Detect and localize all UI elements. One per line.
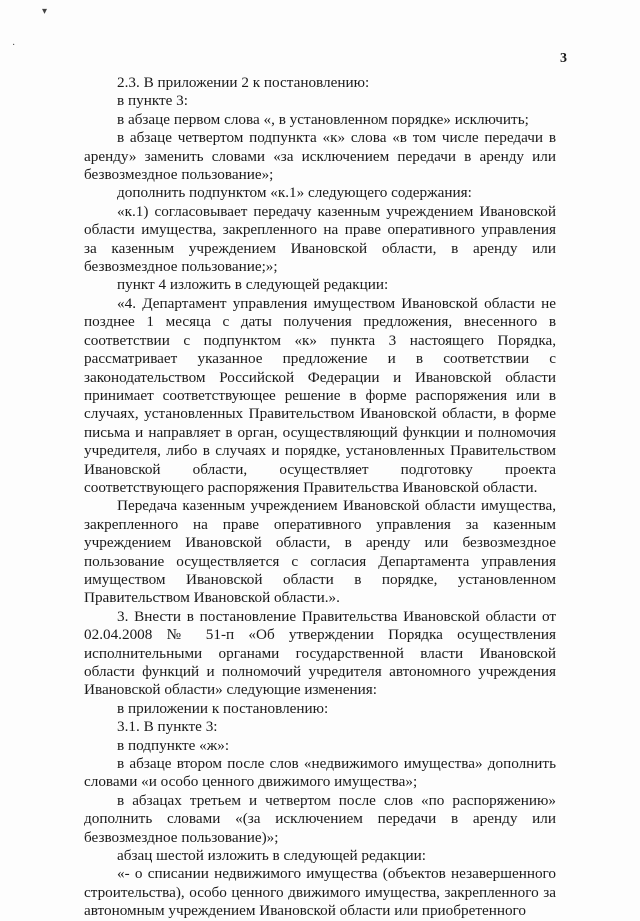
scan-mark: ▾ xyxy=(42,6,48,17)
paragraph: 3. Внести в постановление Правительства Ивановской области от 02.04.2008 № 51-п «Об утверждении Порядка осуществления исполнительными органами государственной власти Ивановской области функций и полномочий учредителя автономного учреждения Ивановской области» следующие изменения: xyxy=(84,607,556,699)
page-number: 3 xyxy=(560,51,567,66)
paragraph: абзац шестой изложить в следующей редакции: xyxy=(117,847,426,865)
paragraph: «4. Департамент управления имуществом Ивановской области не позднее 1 месяца с даты получения предложения, внесенного в соответствии с подпунктом «к» пункта 3 настоящего Порядка, рассматривает указанное предложение и в соответствии с законодательством Российской Федерации и Ивановской области принимает соответствующее решение в форме распоряжения или в случаях, установленных Правительством Ивановской области, в форме письма и направляет в орган, осуществляющий функции и полномочия учредителя, либо в случаях и порядке, установленных Правительством Ивановской области, осуществляет подготовку проекта соответствующего распоряжения Правительства Ивановской области. xyxy=(84,294,556,496)
paragraph: Передача казенным учреждением Ивановской области имущества, закрепленного на праве оперативного управления за казенным учреждением Ивановской области, в аренду или безвозмездное пользование осуществляется с согласия Департамента управления имуществом Ивановской области в порядке, установленном Правительством Ивановской области.». xyxy=(84,497,556,607)
paragraph: 3.1. В пункте 3: xyxy=(117,718,218,736)
paragraph: в пункте 3: xyxy=(117,92,188,110)
paragraph: в абзацах третьем и четвертом после слов «по распоряжению» дополнить словами «(за исключением передачи в аренду или безвозмездное пользование)»; xyxy=(84,791,556,846)
document-body xyxy=(84,74,556,921)
paragraph: в подпункте «ж»: xyxy=(117,736,230,754)
paragraph: «к.1) согласовывает передачу казенным учреждением Ивановской области имущества, закрепленного на праве оперативного управления за казенным учреждением Ивановской области, в аренду или безвозмездное пользование;»; xyxy=(84,202,556,276)
scan-mark: · xyxy=(12,40,16,51)
paragraph: в абзаце четвертом подпункта «к» слова «в том числе передачи в аренду» заменить словами «за исключением передачи в аренду или безвозмездное пользование»; xyxy=(84,129,556,184)
paragraph: «- о списании недвижимого имущества (объектов незавершенного строительства), особо ценного движимого имущества, закрепленного за автономным учреждением Ивановской области или приобретенного xyxy=(84,865,556,920)
paragraph: в приложении к постановлению: xyxy=(117,699,329,717)
paragraph: в абзаце втором после слов «недвижимого имущества» дополнить словами «и особо ценного движимого имущества»; xyxy=(84,755,556,791)
paragraph: дополнить подпунктом «к.1» следующего содержания: xyxy=(117,184,472,202)
paragraph: 2.3. В приложении 2 к постановлению: xyxy=(117,74,370,91)
paragraph: пункт 4 изложить в следующей редакции: xyxy=(117,276,389,294)
paragraph: в абзаце первом слова «, в установленном порядке» исключить; xyxy=(117,110,529,128)
